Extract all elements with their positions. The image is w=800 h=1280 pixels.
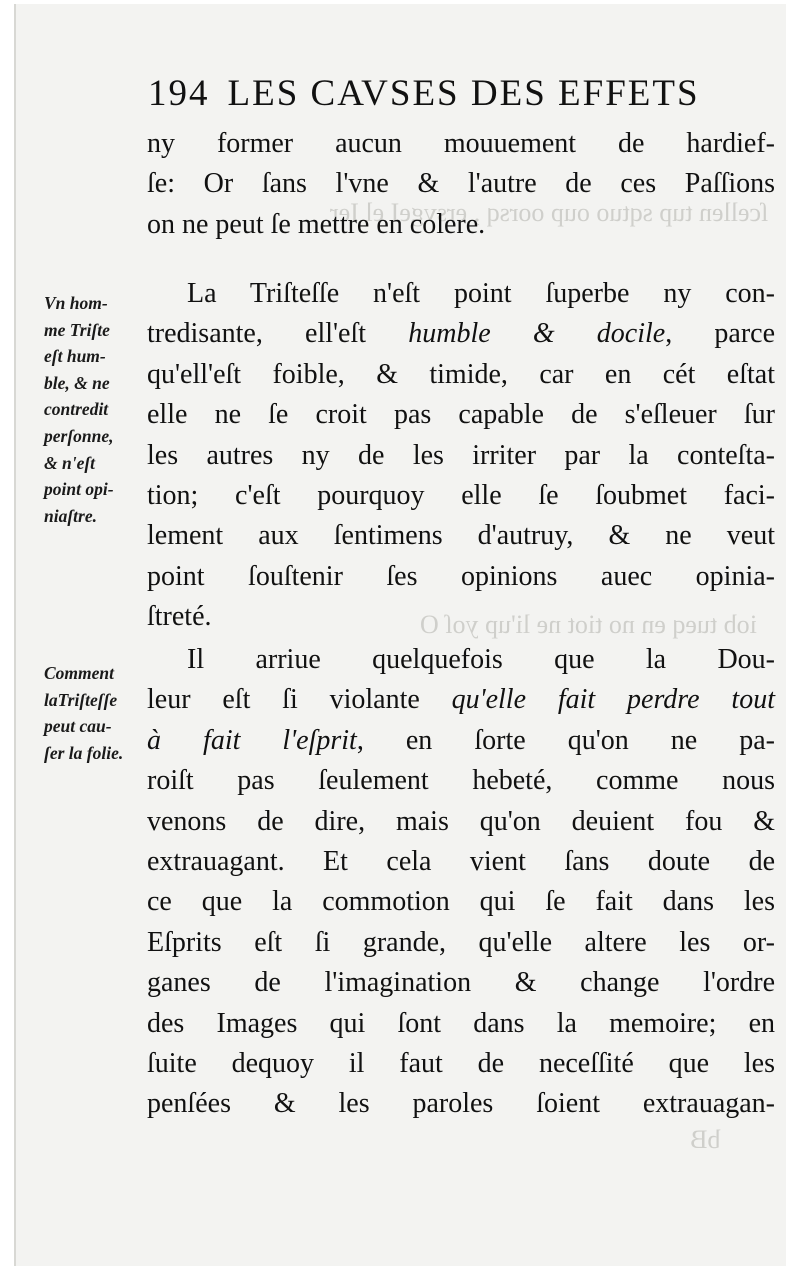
text-line: penſées & les paroles ſoient extrauagan- — [147, 1088, 775, 1120]
margin-note-2 — [44, 660, 148, 766]
margin-note-line: ſer la folie. — [44, 742, 124, 763]
text-line: roiſt pas ſeulement hebeté, comme nous — [147, 765, 775, 797]
text-line: Il arriue quelquefois que la Dou- — [187, 644, 775, 675]
text-line: à fait l'eſprit, en ſorte qu'on ne pa- — [147, 724, 775, 756]
margin-note-line: niaſtre. — [44, 505, 97, 526]
text-line: ſe: Or ſans l'vne & l'autre de ces Paſſions — [147, 168, 775, 200]
text-line: venons de dire, mais qu'on deuient fou & — [147, 805, 775, 837]
running-title: LES CAVSES DES EFFETS — [227, 73, 700, 114]
scan-border — [786, 0, 800, 1280]
text-line: Eſprits eſt ſi grande, qu'elle altere les or- — [147, 926, 775, 958]
text-line: elle ne ſe croit pas capable de s'eſleuer ſur — [147, 399, 775, 431]
text-line: les autres ny de les irriter par la conteſta- — [147, 439, 775, 471]
text-line: on ne peut ſe mettre en colere. — [147, 208, 486, 240]
text-line: lement aux ſentimens d'autruy, & ne veut — [147, 520, 775, 552]
running-header — [148, 72, 778, 122]
text-line: extrauagant. Et cela vient ſans doute de — [147, 845, 775, 877]
text-line: tredisante, ell'eſt humble & docile, parce — [147, 318, 776, 350]
text-line: ganes de l'imagination & change l'ordre — [147, 967, 775, 999]
margin-note-line: me Triſte — [44, 319, 110, 340]
margin-note-line: eſt hum- — [44, 346, 106, 367]
page-number: 194 — [148, 73, 210, 114]
margin-note-line: contredit — [44, 399, 109, 420]
text-line: La Triſteſſe n'eſt point ſuperbe ny con- — [187, 278, 775, 309]
text-line: des Images qui ſont dans la memoire; en — [147, 1007, 775, 1039]
margin-note-1 — [44, 290, 148, 529]
margin-note-line: & n'eſt — [44, 452, 96, 473]
margin-note-line: ble, & ne — [44, 372, 110, 393]
text-line: ny former aucun mouuement de hardief- — [147, 128, 775, 159]
margin-note-line: peut cau- — [44, 716, 112, 737]
text-line: ſtreté. — [147, 601, 212, 633]
text-line: tion; c'eſt pourquoy elle ſe ſoubmet faci- — [147, 479, 775, 511]
paragraph-2 — [147, 274, 775, 638]
text-line: qu'ell'eſt foible, & timide, car en cét eſtat — [147, 358, 775, 390]
margin-note-line: perſonne, — [44, 425, 114, 446]
text-line: ſuite dequoy il faut de neceſſité que les — [147, 1047, 775, 1079]
margin-note-line: point opi- — [44, 479, 114, 500]
margin-note-line: Comment — [44, 663, 115, 683]
text-line: leur eſt ſi violante qu'elle fait perdre tout — [147, 684, 775, 716]
paragraph-3 — [147, 640, 775, 1125]
show-through-text: iob tueq en no tiot ne li'up yoſ O — [420, 610, 757, 639]
show-through-text: ſcellen tup sqtuo oup oorsq , ersvgeI el Ier — [330, 198, 769, 227]
margin-note-line: Vn hom- — [44, 293, 108, 313]
text-line: point ſouſtenir ſes opinions auec opinia- — [147, 560, 775, 592]
margin-note-line: laTriſteſſe — [44, 689, 118, 710]
text-line: ce que la commotion qui ſe fait dans les — [147, 886, 775, 918]
paragraph-1 — [147, 124, 775, 245]
show-through-text: bB — [690, 1125, 721, 1154]
